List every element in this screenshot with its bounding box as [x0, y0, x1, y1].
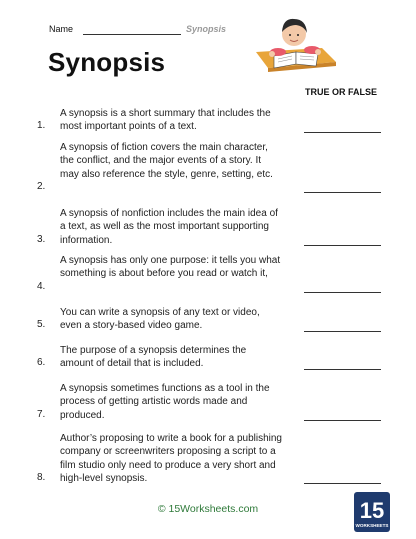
question-text: A synopsis sometimes functions as a tool in the process of getting artistic words made and produced. — [60, 383, 270, 421]
subject-label: Synopsis — [186, 24, 227, 34]
question-number: 5. — [37, 319, 46, 331]
answer-line[interactable] — [304, 369, 381, 370]
answer-line[interactable] — [304, 292, 381, 293]
question-number: 1. — [37, 120, 46, 132]
question-number: 7. — [37, 408, 46, 420]
question-number: 2. — [37, 180, 46, 192]
question-text: A synopsis of fiction covers the main character, the conflict, and the major events of a story. It may also reference the style, genre, setting, etc. — [60, 142, 273, 180]
answer-line[interactable] — [304, 192, 381, 193]
question-number: 8. — [37, 471, 46, 483]
question-text: A synopsis of nonfiction includes the main idea of a text, as well as the most important supporting information. — [60, 208, 278, 246]
logo-number: 15 — [359, 498, 385, 523]
student-reading-illustration — [252, 12, 338, 80]
answer-line[interactable] — [304, 132, 381, 133]
question-number: 3. — [37, 233, 46, 245]
name-line[interactable] — [83, 34, 181, 35]
worksheets-logo — [352, 490, 392, 534]
name-label: Name — [49, 24, 74, 34]
question-text: You can write a synopsis of any text or video, even a story-based video game. — [60, 307, 260, 332]
answer-line[interactable] — [304, 331, 381, 332]
true-or-false-header: TRUE OR FALSE — [305, 87, 378, 97]
question-number: 6. — [37, 357, 46, 369]
page-title: Synopsis — [48, 47, 166, 77]
question-text: A synopsis has only one purpose: it tells you what something is about before you read or watch it, — [60, 255, 281, 280]
question-text: The purpose of a synopsis determines the amount of detail that is included. — [60, 345, 247, 370]
question-number: 4. — [37, 280, 46, 292]
footer-brand: © 15Worksheets.com — [157, 503, 259, 515]
logo-text: WORKSHEETS — [355, 523, 389, 528]
question-text: A synopsis is a short summary that includes the most important points of a text. — [60, 108, 271, 133]
answer-line[interactable] — [304, 245, 381, 246]
answer-line[interactable] — [304, 483, 381, 484]
question-text: Author’s proposing to write a book for a publishing company or screenwriters proposing a script to a film studio only need to produce a very short and high-level synopsis. — [60, 433, 282, 484]
answer-line[interactable] — [304, 420, 381, 421]
